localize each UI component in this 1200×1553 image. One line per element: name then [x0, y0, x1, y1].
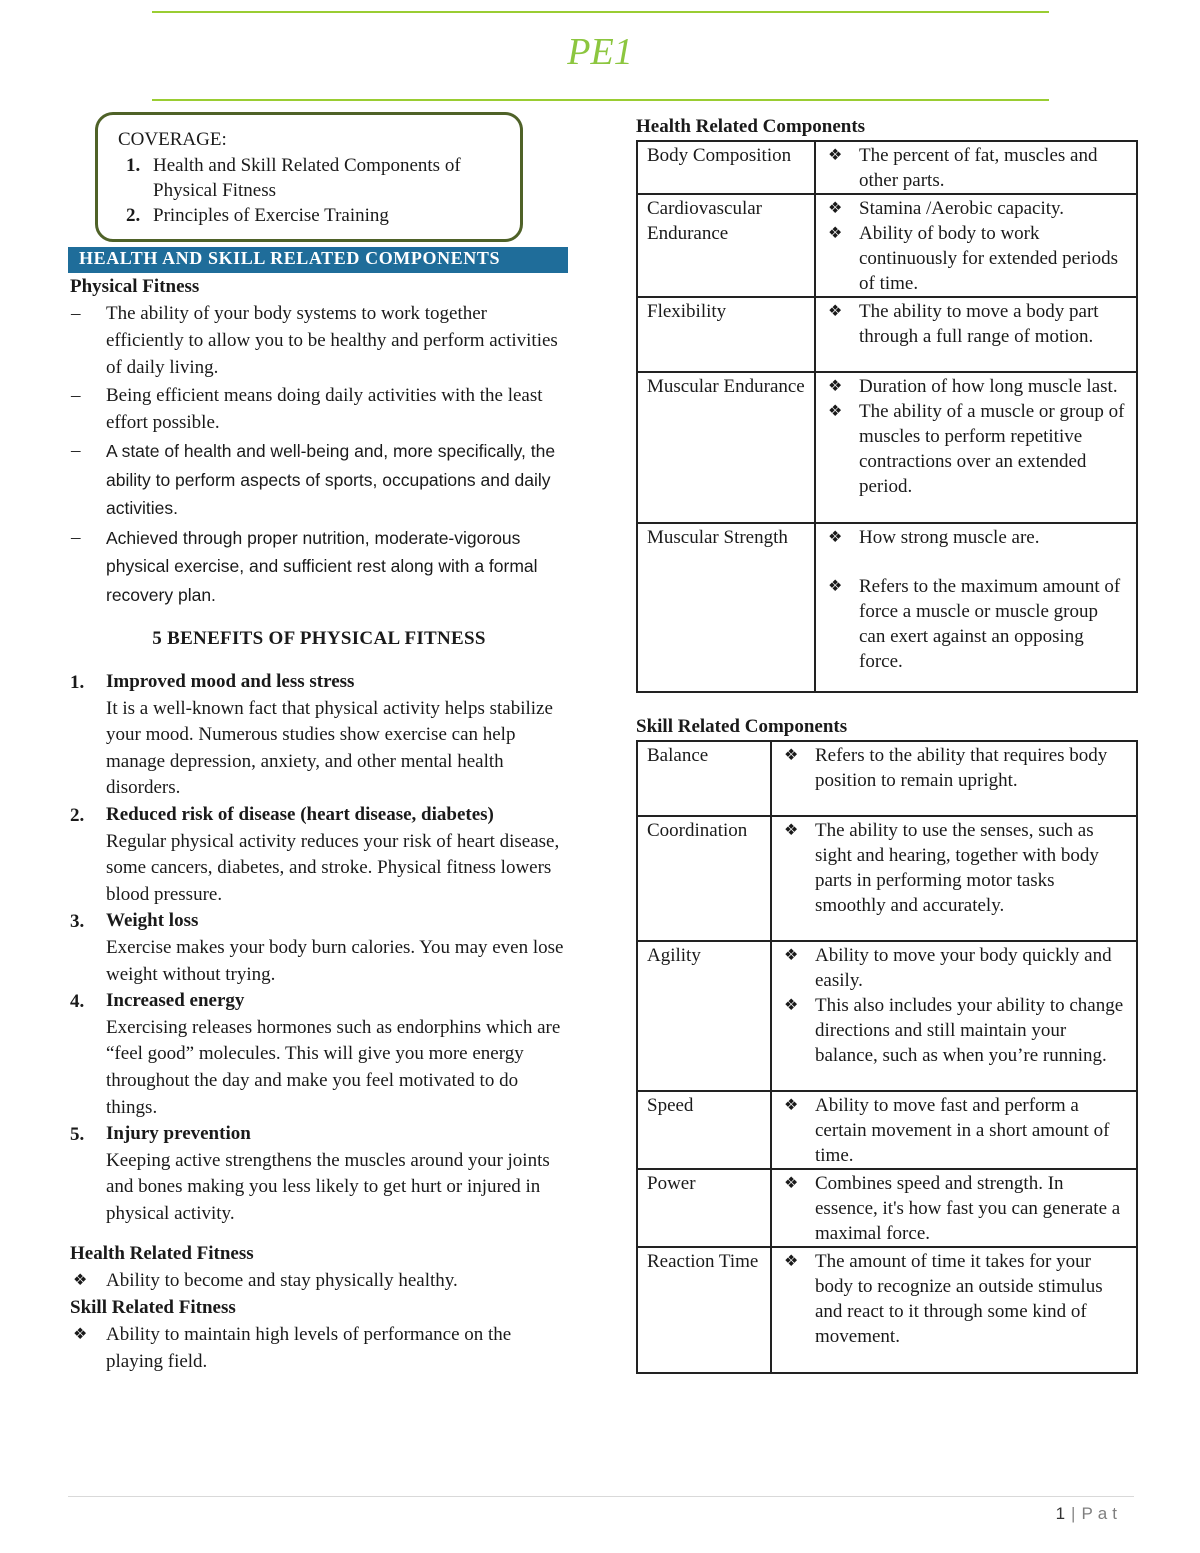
health-related-fitness-text: Ability to become and stay physically healthy.: [106, 1270, 458, 1292]
list-item: [70, 437, 568, 523]
component-name: Flexibility: [637, 297, 815, 372]
benefit-text: It is a well-known fact that physical activity helps stabilize your mood. Numerous studies show exercise can help manage depression, anxiety, and other mental health disorders.: [106, 697, 553, 799]
component-point: Ability to move fast and perform a certain movement in a short amount of time.: [815, 1095, 1110, 1166]
document-title: PE1: [567, 31, 633, 73]
point-text: The ability of your body systems to work together efficiently to allow you to be healthy and perform activities of daily living.: [106, 303, 558, 378]
point-text: Achieved through proper nutrition, moderate-vigorous physical exercise, and sufficient rest along with a formal recovery plan.: [106, 527, 538, 605]
component-point: Combines speed and strength. In essence, it's how fast you can generate a maximal force.: [815, 1173, 1121, 1244]
dash-marker: –: [71, 385, 81, 406]
skill-related-fitness-heading: Skill Related Fitness: [70, 1297, 236, 1319]
component-description: [815, 297, 1137, 372]
dash-marker: –: [71, 440, 81, 461]
component-point: This also includes your ability to change directions and still maintain your balance, such as when you’re running.: [815, 995, 1124, 1066]
footer-rule: [68, 1496, 1134, 1497]
list-item: [70, 669, 568, 802]
skill-components-heading: Skill Related Components: [636, 716, 848, 737]
diamond-bullet-icon: ❖: [828, 378, 843, 395]
health-related-fitness-heading: Health Related Fitness: [70, 1243, 254, 1265]
benefit-text: Regular physical activity reduces your risk of heart disease, some cancers, diabetes, and stroke. Physical fitness lowers blood pressure.: [106, 830, 560, 905]
header-top-rule: [152, 11, 1049, 13]
benefit-title: Increased energy: [106, 990, 245, 1012]
coverage-item-number: 2.: [126, 205, 141, 226]
benefit-title: Weight loss: [106, 910, 199, 932]
component-name: Balance: [637, 741, 771, 816]
component-point: Stamina /Aerobic capacity.: [859, 198, 1065, 219]
diamond-bullet-icon: ❖: [784, 947, 799, 964]
diamond-bullet-icon: ❖: [784, 1253, 799, 1270]
list-item: [70, 802, 568, 908]
page-number: 1: [1055, 1504, 1066, 1523]
component-description: [771, 816, 1137, 941]
left-body: [70, 275, 568, 1375]
point-text: Being efficient means doing daily activities with the least effort possible.: [106, 385, 543, 433]
footer-separator: |: [1071, 1504, 1076, 1523]
component-name: Reaction Time: [637, 1247, 771, 1373]
component-name: Agility: [637, 941, 771, 1091]
coverage-item-text: Principles of Exercise Training: [153, 205, 389, 226]
component-description: [771, 941, 1137, 1091]
diamond-bullet-icon: ❖: [784, 1175, 799, 1192]
component-name: Muscular Endurance: [637, 372, 815, 523]
component-point: Refers to the maximum amount of force a muscle or muscle group can exert against an opposing force.: [859, 576, 1121, 672]
coverage-box: [95, 112, 523, 242]
table-row: [637, 297, 1137, 372]
list-item: [70, 1121, 568, 1227]
component-point: The amount of time it takes for your body to recognize an outside stimulus and react to it through some kind of movement.: [815, 1251, 1103, 1347]
coverage-item: [118, 203, 520, 228]
skill-related-fitness-text: Ability to maintain high levels of performance on the playing field.: [106, 1324, 512, 1373]
health-components-heading: Health Related Components: [636, 116, 866, 137]
diamond-bullet-icon: ❖: [73, 1326, 88, 1344]
list-item: [70, 382, 568, 436]
component-point: Duration of how long muscle last.: [859, 376, 1118, 397]
diamond-bullet-icon: ❖: [73, 1272, 88, 1290]
coverage-title: COVERAGE:: [118, 129, 227, 150]
component-point: Ability to move your body quickly and easily.: [815, 945, 1112, 991]
benefit-text: Keeping active strengthens the muscles around your joints and bones making you less likely to get hurt or injured in physical activity.: [106, 1149, 550, 1224]
coverage-item-text: Health and Skill Related Components of Physical Fitness: [153, 155, 461, 201]
component-description: [815, 372, 1137, 523]
benefit-text: Exercising releases hormones such as endorphins which are “feel good” molecules. This will give you more energy throughout the day and make you feel motivated to do things.: [106, 1016, 561, 1118]
benefit-text: Exercise makes your body burn calories. You may even lose weight without trying.: [106, 936, 564, 985]
diamond-bullet-icon: ❖: [784, 822, 799, 839]
list-item: [70, 908, 568, 988]
component-description: [771, 1169, 1137, 1247]
diamond-bullet-icon: ❖: [828, 403, 843, 420]
list-item: [70, 300, 568, 381]
benefit-title: Improved mood and less stress: [106, 671, 355, 692]
coverage-item: [118, 153, 520, 203]
component-name: Coordination: [637, 816, 771, 941]
coverage-list: [118, 153, 520, 228]
benefits-list: [70, 669, 568, 1227]
physical-fitness-heading: Physical Fitness: [70, 276, 200, 297]
physical-fitness-points: [70, 300, 568, 609]
health-components-table: [636, 140, 1138, 693]
table-row: [637, 1247, 1137, 1373]
component-description: [815, 194, 1137, 297]
diamond-bullet-icon: ❖: [828, 529, 843, 546]
diamond-bullet-icon: ❖: [828, 578, 843, 595]
diamond-bullet-icon: ❖: [784, 1097, 799, 1114]
component-name: Cardiovascular Endurance: [637, 194, 815, 297]
diamond-bullet-icon: ❖: [828, 225, 843, 242]
list-item: [70, 524, 568, 610]
dash-marker: –: [71, 526, 81, 548]
benefit-title: Injury prevention: [106, 1123, 251, 1145]
component-point: The ability to use the senses, such as sight and hearing, together with body parts in performing motor tasks smoothly and accurately.: [815, 820, 1099, 916]
component-point: The ability of a muscle or group of muscles to perform repetitive contractions over an extended period.: [859, 401, 1125, 497]
diamond-bullet-icon: ❖: [828, 200, 843, 217]
table-row: [637, 741, 1137, 816]
component-point: How strong muscle are.: [859, 527, 1040, 548]
component-description: [771, 741, 1137, 816]
component-point: Refers to the ability that requires body position to remain upright.: [815, 745, 1108, 791]
benefit-number: 5.: [70, 1124, 85, 1146]
page-label: Pat: [1081, 1504, 1122, 1523]
component-name: Power: [637, 1169, 771, 1247]
header-bottom-rule: [152, 99, 1049, 101]
diamond-bullet-icon: ❖: [784, 747, 799, 764]
table-row: [637, 816, 1137, 941]
benefit-number: 4.: [70, 991, 85, 1013]
table-row: [637, 941, 1137, 1091]
point-text: A state of health and well-being and, more specifically, the ability to perform aspects of sports, occupations and daily activities.: [106, 441, 556, 518]
component-description: [771, 1247, 1137, 1373]
diamond-bullet-icon: ❖: [828, 147, 843, 164]
table-row: [637, 1169, 1137, 1247]
list-item: [70, 988, 568, 1121]
benefit-number: 1.: [70, 672, 85, 693]
list-item: [70, 1321, 568, 1375]
table-row: [637, 194, 1137, 297]
component-description: [771, 1091, 1137, 1169]
table-row: [637, 1091, 1137, 1169]
component-name: Body Composition: [637, 141, 815, 194]
page-footer: [1056, 1504, 1122, 1524]
benefit-number: 2.: [70, 804, 85, 826]
dash-marker: –: [71, 303, 81, 324]
coverage-item-number: 1.: [126, 155, 141, 176]
section-heading-band: HEALTH AND SKILL RELATED COMPONENTS: [68, 247, 568, 273]
table-row: [637, 141, 1137, 194]
list-item: [70, 1267, 568, 1294]
component-description: [815, 523, 1137, 692]
diamond-bullet-icon: ❖: [828, 303, 843, 320]
benefits-heading: 5 BENEFITS OF PHYSICAL FITNESS: [152, 628, 486, 649]
component-name: Speed: [637, 1091, 771, 1169]
component-name: Muscular Strength: [637, 523, 815, 692]
diamond-bullet-icon: ❖: [784, 997, 799, 1014]
component-point: The ability to move a body part through a full range of motion.: [859, 301, 1099, 347]
table-row: [637, 372, 1137, 523]
skill-components-table: [636, 740, 1138, 1374]
component-description: [815, 141, 1137, 194]
table-row: [637, 523, 1137, 692]
benefit-title: Reduced risk of disease (heart disease, diabetes): [106, 803, 494, 825]
component-point: Ability of body to work continuously for extended periods of time.: [859, 223, 1119, 294]
component-point: The percent of fat, muscles and other parts.: [859, 145, 1098, 191]
benefit-number: 3.: [70, 911, 85, 933]
